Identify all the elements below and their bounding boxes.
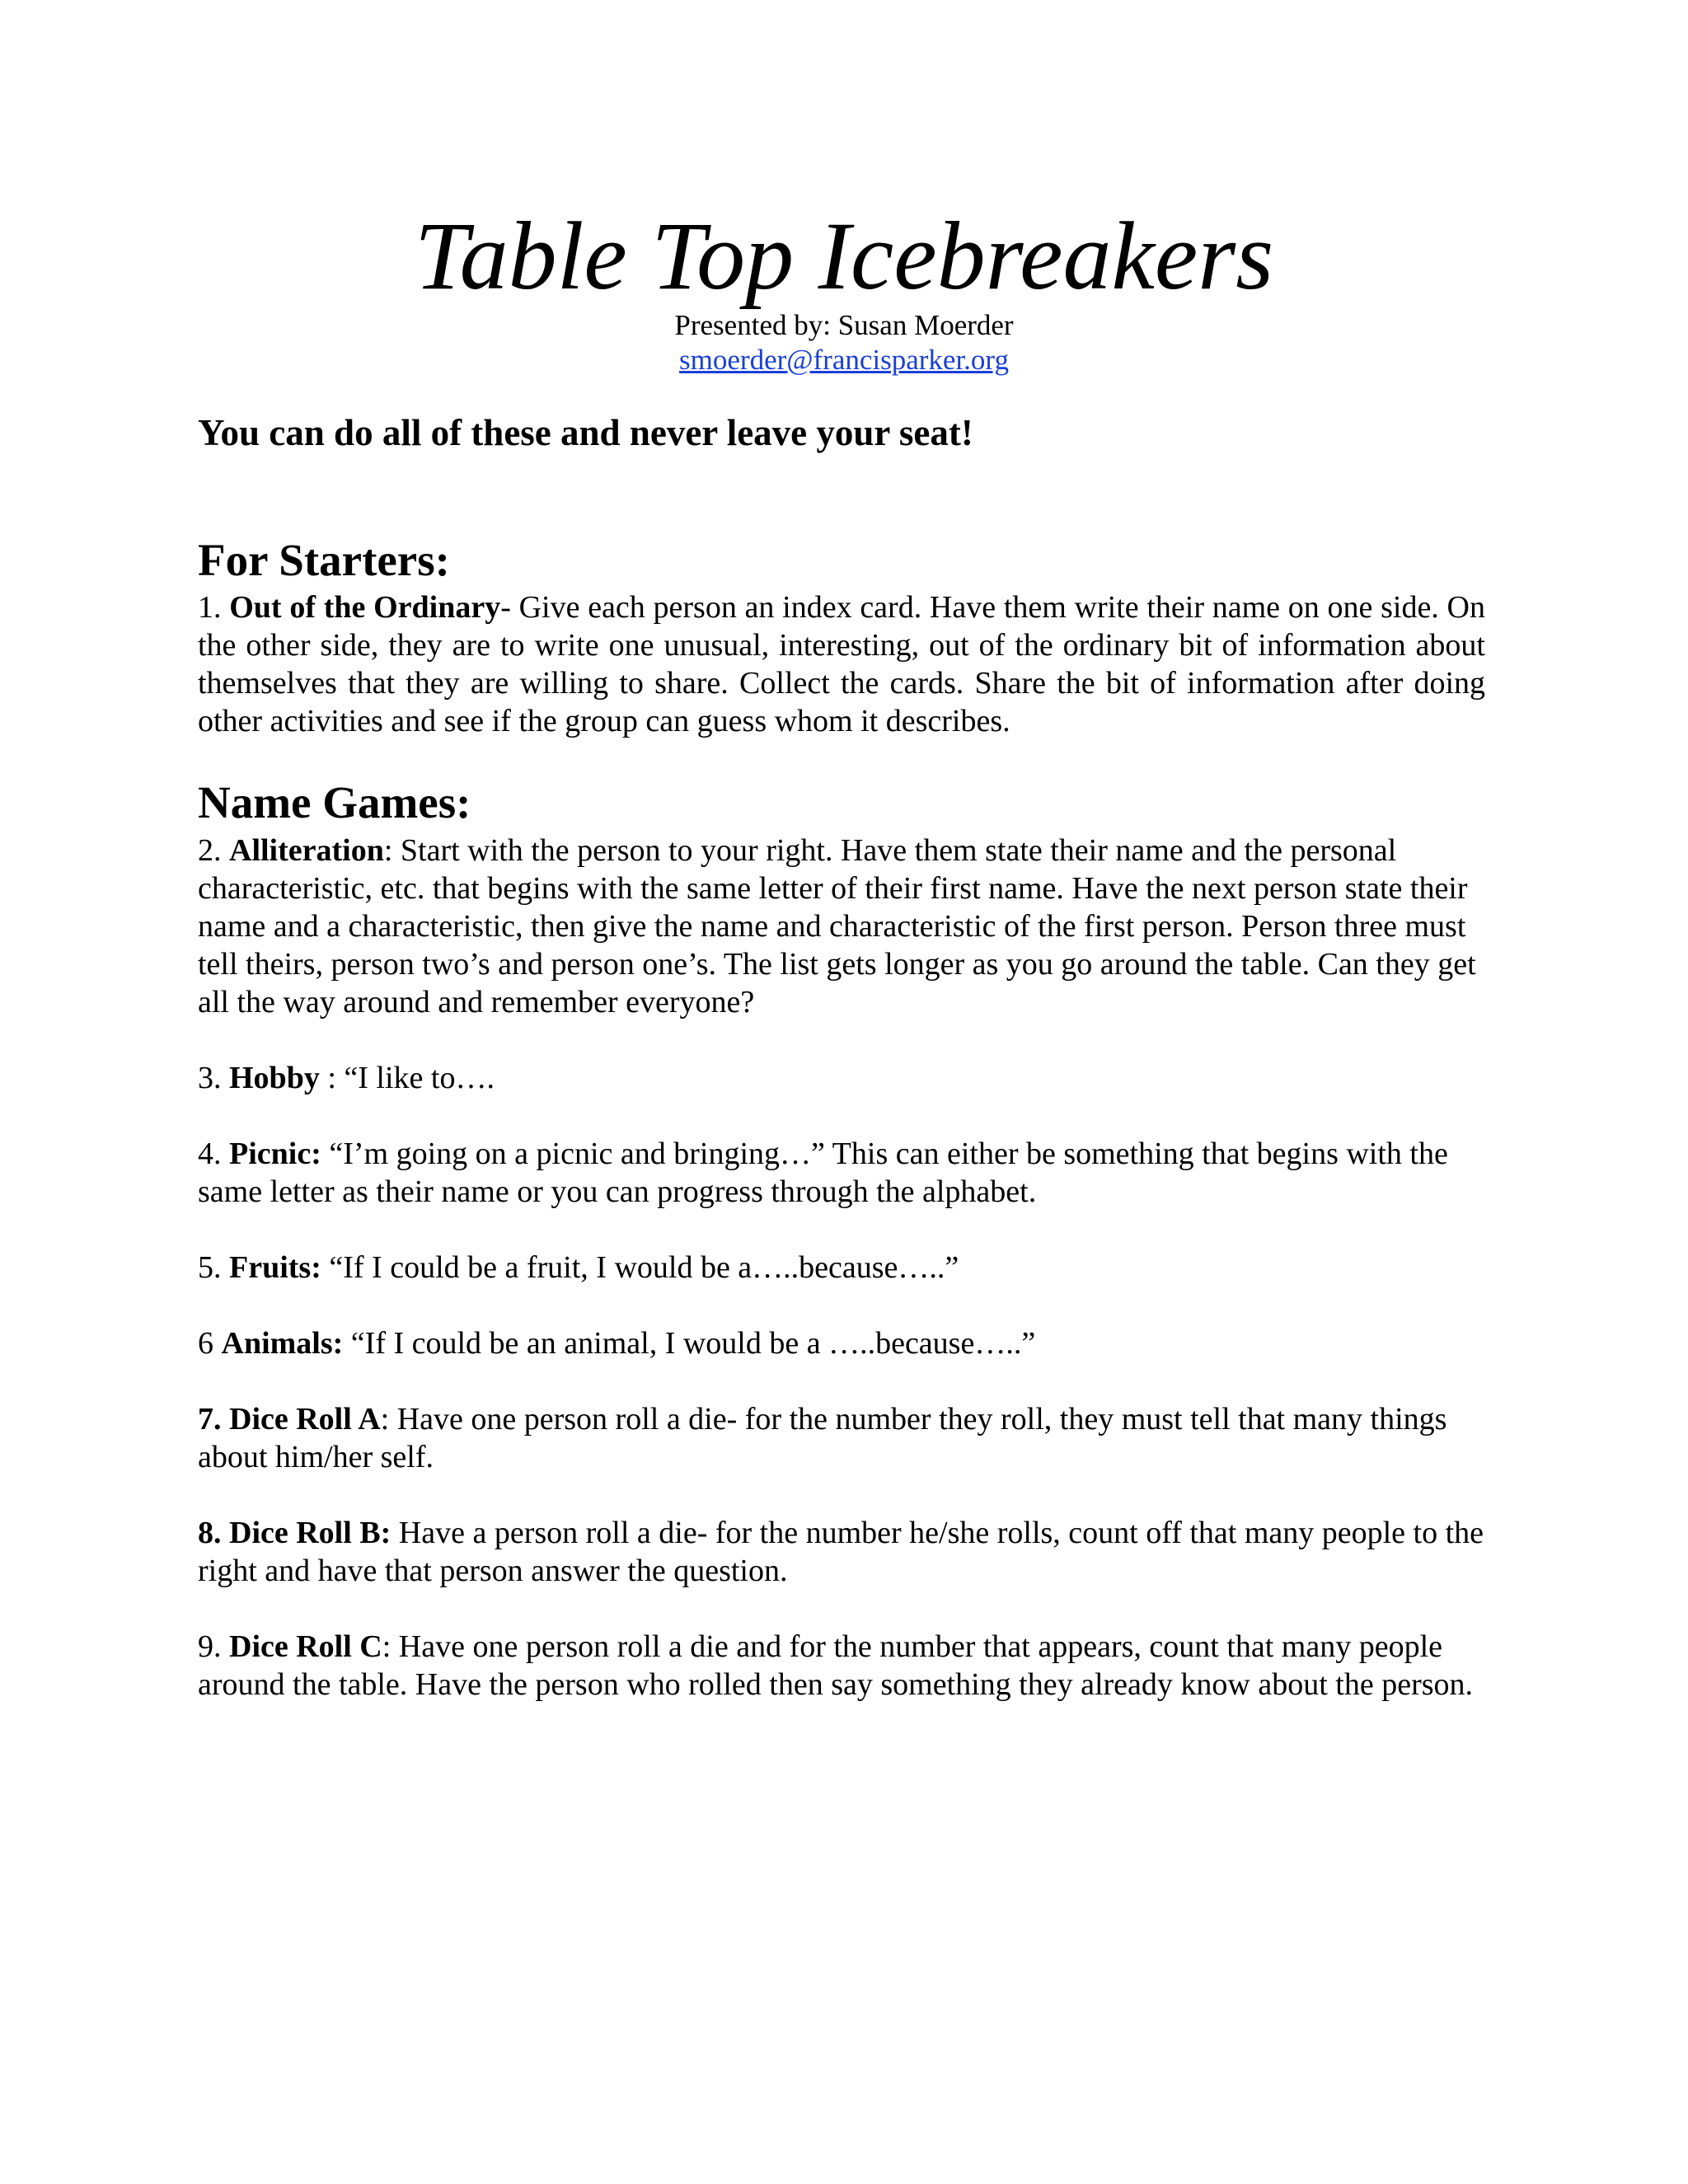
item-label: Picnic: xyxy=(229,1136,321,1171)
section-name-games xyxy=(198,778,1485,1704)
item-label: Out of the Ordinary xyxy=(229,590,501,626)
item-number: 4. xyxy=(198,1136,229,1171)
item-number: 2. xyxy=(198,832,229,868)
presenter-line: Presented by: Susan Moerder xyxy=(674,309,1014,341)
item-text: “I’m going on a picnic and bringing…” This can either be something that begins with the same letter as their name or you can progress through the alphabet. xyxy=(198,1136,1448,1209)
list-item xyxy=(198,1400,1485,1476)
item-label: 8. Dice Roll B: xyxy=(198,1515,392,1550)
list-item xyxy=(198,1324,1485,1362)
section-heading: For Starters: xyxy=(198,534,450,585)
item-text: Have a person roll a die- for the number he/she rolls, count off that many people to the right and have that person answer the question. xyxy=(198,1515,1484,1588)
list-item xyxy=(198,1249,1485,1286)
list-item xyxy=(198,1514,1485,1590)
email-link[interactable]: smoerder@francisparker.org xyxy=(679,344,1009,376)
item-text: “If I could be a fruit, I would be a…..because…..” xyxy=(321,1249,959,1285)
item-number: 3. xyxy=(198,1060,229,1095)
document-title: Table Top Icebreakers xyxy=(414,202,1274,310)
item-text: - Give each person an index card. Have them write their name on one side. On the other side, they are to write one unusual, interesting, out of the ordinary bit of information about themselves that they are willing to share. Collect the cards. Share the bit of information after doing other activities and see if the group can guess whom it describes. xyxy=(198,590,1485,739)
section-for-starters xyxy=(198,536,1485,741)
item-text: : Have one person roll a die- for the number they roll, they must tell that many things about him/her self. xyxy=(198,1401,1447,1474)
item-label: 7. Dice Roll A xyxy=(198,1401,381,1436)
item-number: 9. xyxy=(198,1629,229,1664)
list-item xyxy=(198,1628,1485,1704)
item-text: “If I could be an animal, I would be a …..because…..” xyxy=(343,1325,1036,1361)
item-label: Animals: xyxy=(221,1325,344,1361)
list-item xyxy=(198,832,1485,1021)
item-number: 5. xyxy=(198,1249,229,1285)
item-number: 1. xyxy=(198,590,230,626)
item-number: 6 xyxy=(198,1325,222,1361)
item-text: : Have one person roll a die and for the number that appears, count that many people around the table. Have the person who rolled then say something they already know about the person. xyxy=(198,1629,1474,1702)
tagline: You can do all of these and never leave your seat! xyxy=(198,412,973,453)
email-line xyxy=(0,343,1688,377)
document-body xyxy=(198,412,1485,1741)
item-text: : Start with the person to your right. Have them state their name and the personal characteristic, etc. that begins with the same letter of their first name. Have the next person state their name and a characteristic, then give the name and characteristic of the first person. Person three must tell theirs, person two’s and person one’s. The list gets longer as you go around the table. Can they get all the way around and remember everyone? xyxy=(198,832,1476,1019)
list-item xyxy=(198,1135,1485,1211)
item-label: Hobby xyxy=(229,1060,320,1095)
item-text: : “I like to…. xyxy=(319,1060,495,1095)
section-heading: Name Games: xyxy=(198,777,471,828)
list-item xyxy=(198,588,1485,740)
item-label: Dice Roll C xyxy=(229,1629,382,1664)
item-label: Fruits: xyxy=(229,1249,321,1285)
list-item xyxy=(198,1059,1485,1097)
item-label: Alliteration xyxy=(229,832,384,868)
